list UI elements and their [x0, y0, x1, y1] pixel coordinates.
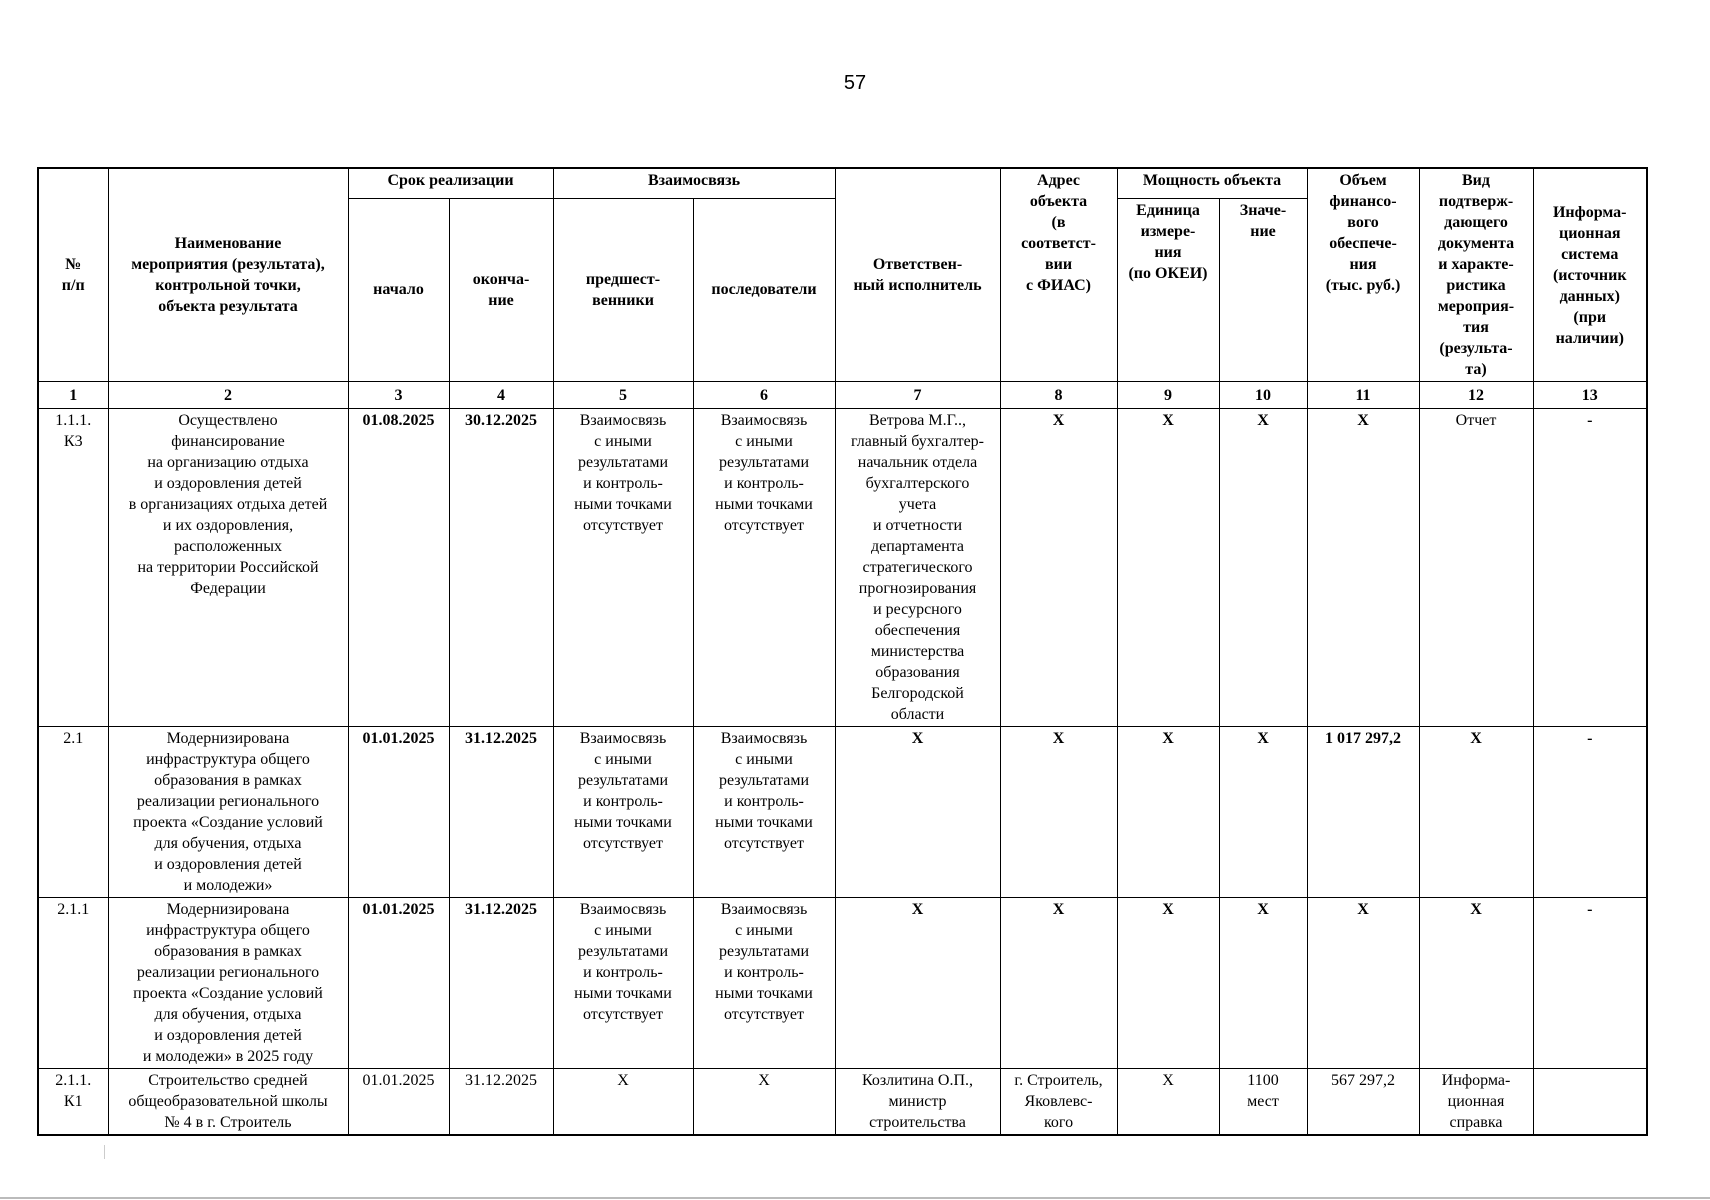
row-end: 30.12.2025	[449, 409, 553, 727]
header-document: Вид подтверж- дающего документа и характе- ристика мероприя- тия (результа- та)	[1419, 168, 1533, 382]
row-unit: X	[1117, 1069, 1219, 1136]
row-number: 2.1.1. К1	[38, 1069, 108, 1136]
row-end: 31.12.2025	[449, 1069, 553, 1136]
row-successors: X	[693, 1069, 835, 1136]
row-responsible: Козлитина О.П., министр строительства	[835, 1069, 1000, 1136]
row-value: X	[1219, 409, 1307, 727]
row-number: 2.1.1	[38, 898, 108, 1069]
row-end: 31.12.2025	[449, 898, 553, 1069]
row-value: X	[1219, 727, 1307, 898]
table-row	[38, 898, 1647, 1069]
col-number: 10	[1219, 382, 1307, 409]
header-link: Взаимосвязь	[553, 168, 835, 198]
row-unit: X	[1117, 898, 1219, 1069]
row-document: X	[1419, 898, 1533, 1069]
col-number: 1	[38, 382, 108, 409]
header-responsible: Ответствен- ный исполнитель	[835, 168, 1000, 382]
header-successors: последователи	[693, 198, 835, 381]
row-start: 01.01.2025	[348, 1069, 449, 1136]
row-address: X	[1000, 898, 1117, 1069]
row-number: 1.1.1. К3	[38, 409, 108, 727]
row-info-system	[1533, 1069, 1647, 1136]
row-name: Строительство средней общеобразовательной школы № 4 в г. Строитель	[108, 1069, 348, 1136]
scan-artifact	[104, 1145, 105, 1159]
header-number: № п/п	[38, 168, 108, 382]
row-unit: X	[1117, 409, 1219, 727]
row-name: Модернизирована инфраструктура общего образования в рамках реализации регионального проекта «Создание условий для обучения, отдыха и оздоровления детей и молодежи»	[108, 727, 348, 898]
row-predecessors: Взаимосвязь с иными результатами и контроль- ными точками отсутствует	[553, 898, 693, 1069]
header-predecessors: предшест- венники	[553, 198, 693, 381]
header-info-system: Информа- ционная система (источник данных) (при наличии)	[1533, 168, 1647, 382]
schedule-table	[37, 167, 1648, 1136]
row-financing: X	[1307, 409, 1419, 727]
header-period: Срок реализации	[348, 168, 553, 198]
row-responsible: X	[835, 727, 1000, 898]
table-row	[38, 1069, 1647, 1136]
col-number: 2	[108, 382, 348, 409]
col-number: 12	[1419, 382, 1533, 409]
col-number: 7	[835, 382, 1000, 409]
row-address: г. Строитель, Яковлевс- кого	[1000, 1069, 1117, 1136]
page-number: 57	[843, 72, 867, 94]
row-name: Модернизирована инфраструктура общего образования в рамках реализации регионального проекта «Создание условий для обучения, отдыха и оздоровления детей и молодежи» в 2025 году	[108, 898, 348, 1069]
row-value: 1100 мест	[1219, 1069, 1307, 1136]
col-number: 5	[553, 382, 693, 409]
row-number: 2.1	[38, 727, 108, 898]
row-predecessors: X	[553, 1069, 693, 1136]
col-number: 13	[1533, 382, 1647, 409]
row-address: X	[1000, 727, 1117, 898]
table-row	[38, 727, 1647, 898]
header-capacity: Мощность объекта	[1117, 168, 1307, 198]
header-unit: Единица измере- ния (по ОКЕИ)	[1117, 198, 1219, 381]
row-document: Информа- ционная справка	[1419, 1069, 1533, 1136]
table-row	[38, 409, 1647, 727]
row-start: 01.01.2025	[348, 898, 449, 1069]
row-info-system: -	[1533, 727, 1647, 898]
row-name: Осуществлено финансирование на организацию отдыха и оздоровления детей в организациях отдыха детей и их оздоровления, расположенных на территории Российской Федерации	[108, 409, 348, 727]
row-responsible: X	[835, 898, 1000, 1069]
header-value: Значе- ние	[1219, 198, 1307, 381]
header-financing: Объем финансо- вого обеспече- ния (тыс. руб.)	[1307, 168, 1419, 382]
col-number: 6	[693, 382, 835, 409]
row-document: X	[1419, 727, 1533, 898]
row-predecessors: Взаимосвязь с иными результатами и контроль- ными точками отсутствует	[553, 409, 693, 727]
row-value: X	[1219, 898, 1307, 1069]
row-info-system: -	[1533, 898, 1647, 1069]
row-responsible: Ветрова М.Г.., главный бухгалтер- начальник отдела бухгалтерского учета и отчетности департамента стратегического прогнозирования и ресурсного обеспечения министерства образования Белгородской области	[835, 409, 1000, 727]
row-end: 31.12.2025	[449, 727, 553, 898]
col-number: 3	[348, 382, 449, 409]
row-start: 01.08.2025	[348, 409, 449, 727]
col-number: 11	[1307, 382, 1419, 409]
row-start: 01.01.2025	[348, 727, 449, 898]
row-financing: X	[1307, 898, 1419, 1069]
row-document: Отчет	[1419, 409, 1533, 727]
row-financing: 1 017 297,2	[1307, 727, 1419, 898]
row-predecessors: Взаимосвязь с иными результатами и контроль- ными точками отсутствует	[553, 727, 693, 898]
header-end: оконча- ние	[449, 198, 553, 381]
col-number: 8	[1000, 382, 1117, 409]
row-address: X	[1000, 409, 1117, 727]
row-unit: X	[1117, 727, 1219, 898]
row-financing: 567 297,2	[1307, 1069, 1419, 1136]
row-successors: Взаимосвязь с иными результатами и контроль- ными точками отсутствует	[693, 898, 835, 1069]
row-successors: Взаимосвязь с иными результатами и контроль- ными точками отсутствует	[693, 727, 835, 898]
header-start: начало	[348, 198, 449, 381]
col-number: 4	[449, 382, 553, 409]
header-address: Адрес объекта (в соответст- вии с ФИАС)	[1000, 168, 1117, 382]
page-bottom-edge	[0, 1197, 1710, 1199]
header-name: Наименование мероприятия (результата), контрольной точки, объекта результата	[108, 168, 348, 382]
row-successors: Взаимосвязь с иными результатами и контроль- ными точками отсутствует	[693, 409, 835, 727]
row-info-system: -	[1533, 409, 1647, 727]
col-number: 9	[1117, 382, 1219, 409]
column-number-row	[38, 382, 1647, 409]
